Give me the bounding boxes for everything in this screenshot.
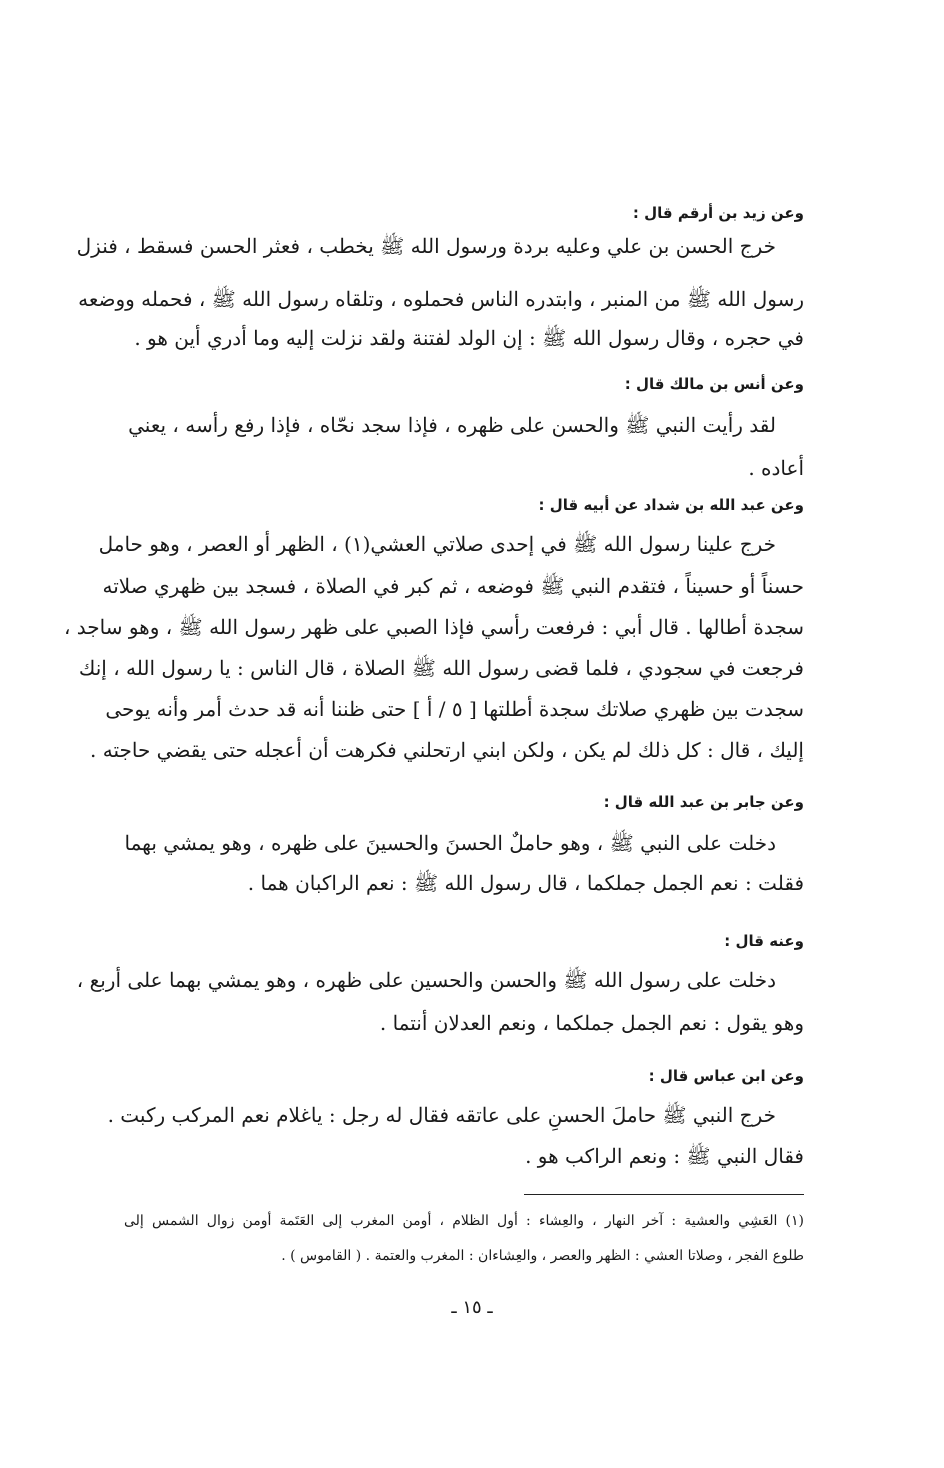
text-line: وهو يقول : نعم الجمل جملكما ، ونعم العدلان أنتما . [379,1011,804,1035]
narration-heading: وعنه قال : [724,932,804,950]
text-line: خرج الحسن بن علي وعليه بردة ورسول الله ﷺ يخطب ، فعثر الحسن فسقط ، فنزل [76,234,776,258]
footnote-line: (١) العَشِي والعشية : آخر النهار ، والعِشاء : أول الظلام ، أومن المغرب إلى العَتَمة أومن زوال الشمس إلى [124,1213,804,1229]
text-line: سجدة أطالها . قال أبي : فرفعت رأسي فإذا الصبي على ظهر رسول الله ﷺ ، وهو ساجد ، [63,615,804,639]
text-line: لقد رأيت النبي ﷺ والحسن على ظهره ، فإذا سجد نحّاه ، فإذا رفع رأسه ، يعني [128,413,776,437]
text-line: دخلت على النبي ﷺ ، وهو حاملٌ الحسنَ والحسينَ على ظهره ، وهو يمشي بهما [124,831,776,855]
text-line: فقال النبي ﷺ : ونعم الراكب هو . [525,1144,804,1168]
text-line: فقلت : نعم الجمل جملكما ، قال رسول الله ﷺ : نعم الراكبان هما . [247,871,804,895]
text-line: خرج علينا رسول الله ﷺ في إحدى صلاتي العشي(١) ، الظهر أو العصر ، وهو حامل [98,532,776,556]
text-line: دخلت على رسول الله ﷺ والحسن والحسين على ظهره ، وهو يمشي بهما على أربع ، [76,968,776,992]
narration-heading: وعن ابن عباس قال : [648,1067,804,1085]
narration-heading: وعن زيد بن أرقم قال : [632,204,804,222]
narration-heading: وعن جابر بن عبد الله قال : [603,793,804,811]
narration-heading: وعن أنس بن مالك قال : [624,375,804,393]
text-line: حسناً أو حسيناً ، فتقدم النبي ﷺ فوضعه ، ثم كبر في الصلاة ، فسجد بين ظهري صلاته [102,574,804,598]
footnote-line: طلوع الفجر ، وصلاتا العشي : الظهر والعصر ، والعِشاءان : المغرب والعتمة . ( القاموس ) . [281,1248,804,1264]
footnote-divider [524,1194,804,1195]
narration-heading: وعن عبد الله بن شداد عن أبيه قال : [538,496,804,514]
text-line: أعاده . [748,456,804,480]
text-line: خرج النبي ﷺ حاملَ الحسنِ على عاتقه فقال له رجل : ياغلام نعم المركب ركبت . [107,1103,776,1127]
page-number: ـ ١٥ ـ [451,1297,493,1318]
text-line: إليك ، قال : كل ذلك لم يكن ، ولكن ابني ارتحلني فكرهت أن أعجله حتى يقضي حاجته . [90,738,804,762]
text-line: رسول الله ﷺ من المنبر ، وابتدره الناس فحملوه ، وتلقاه رسول الله ﷺ ، فحمله ووضعه [78,287,804,311]
text-line: فرجعت في سجودي ، فلما قضى رسول الله ﷺ الصلاة ، قال الناس : يا رسول الله ، إنك [78,656,804,680]
text-line: في حجره ، وقال رسول الله ﷺ : إن الولد لفتنة ولقد نزلت إليه وما أدري أين هو . [134,326,804,350]
text-line: سجدت بين ظهري صلاتك سجدة أطلتها [ ٥ / أ ] حتى ظننا أنه قد حدث أمر وأنه يوحى [105,697,804,721]
